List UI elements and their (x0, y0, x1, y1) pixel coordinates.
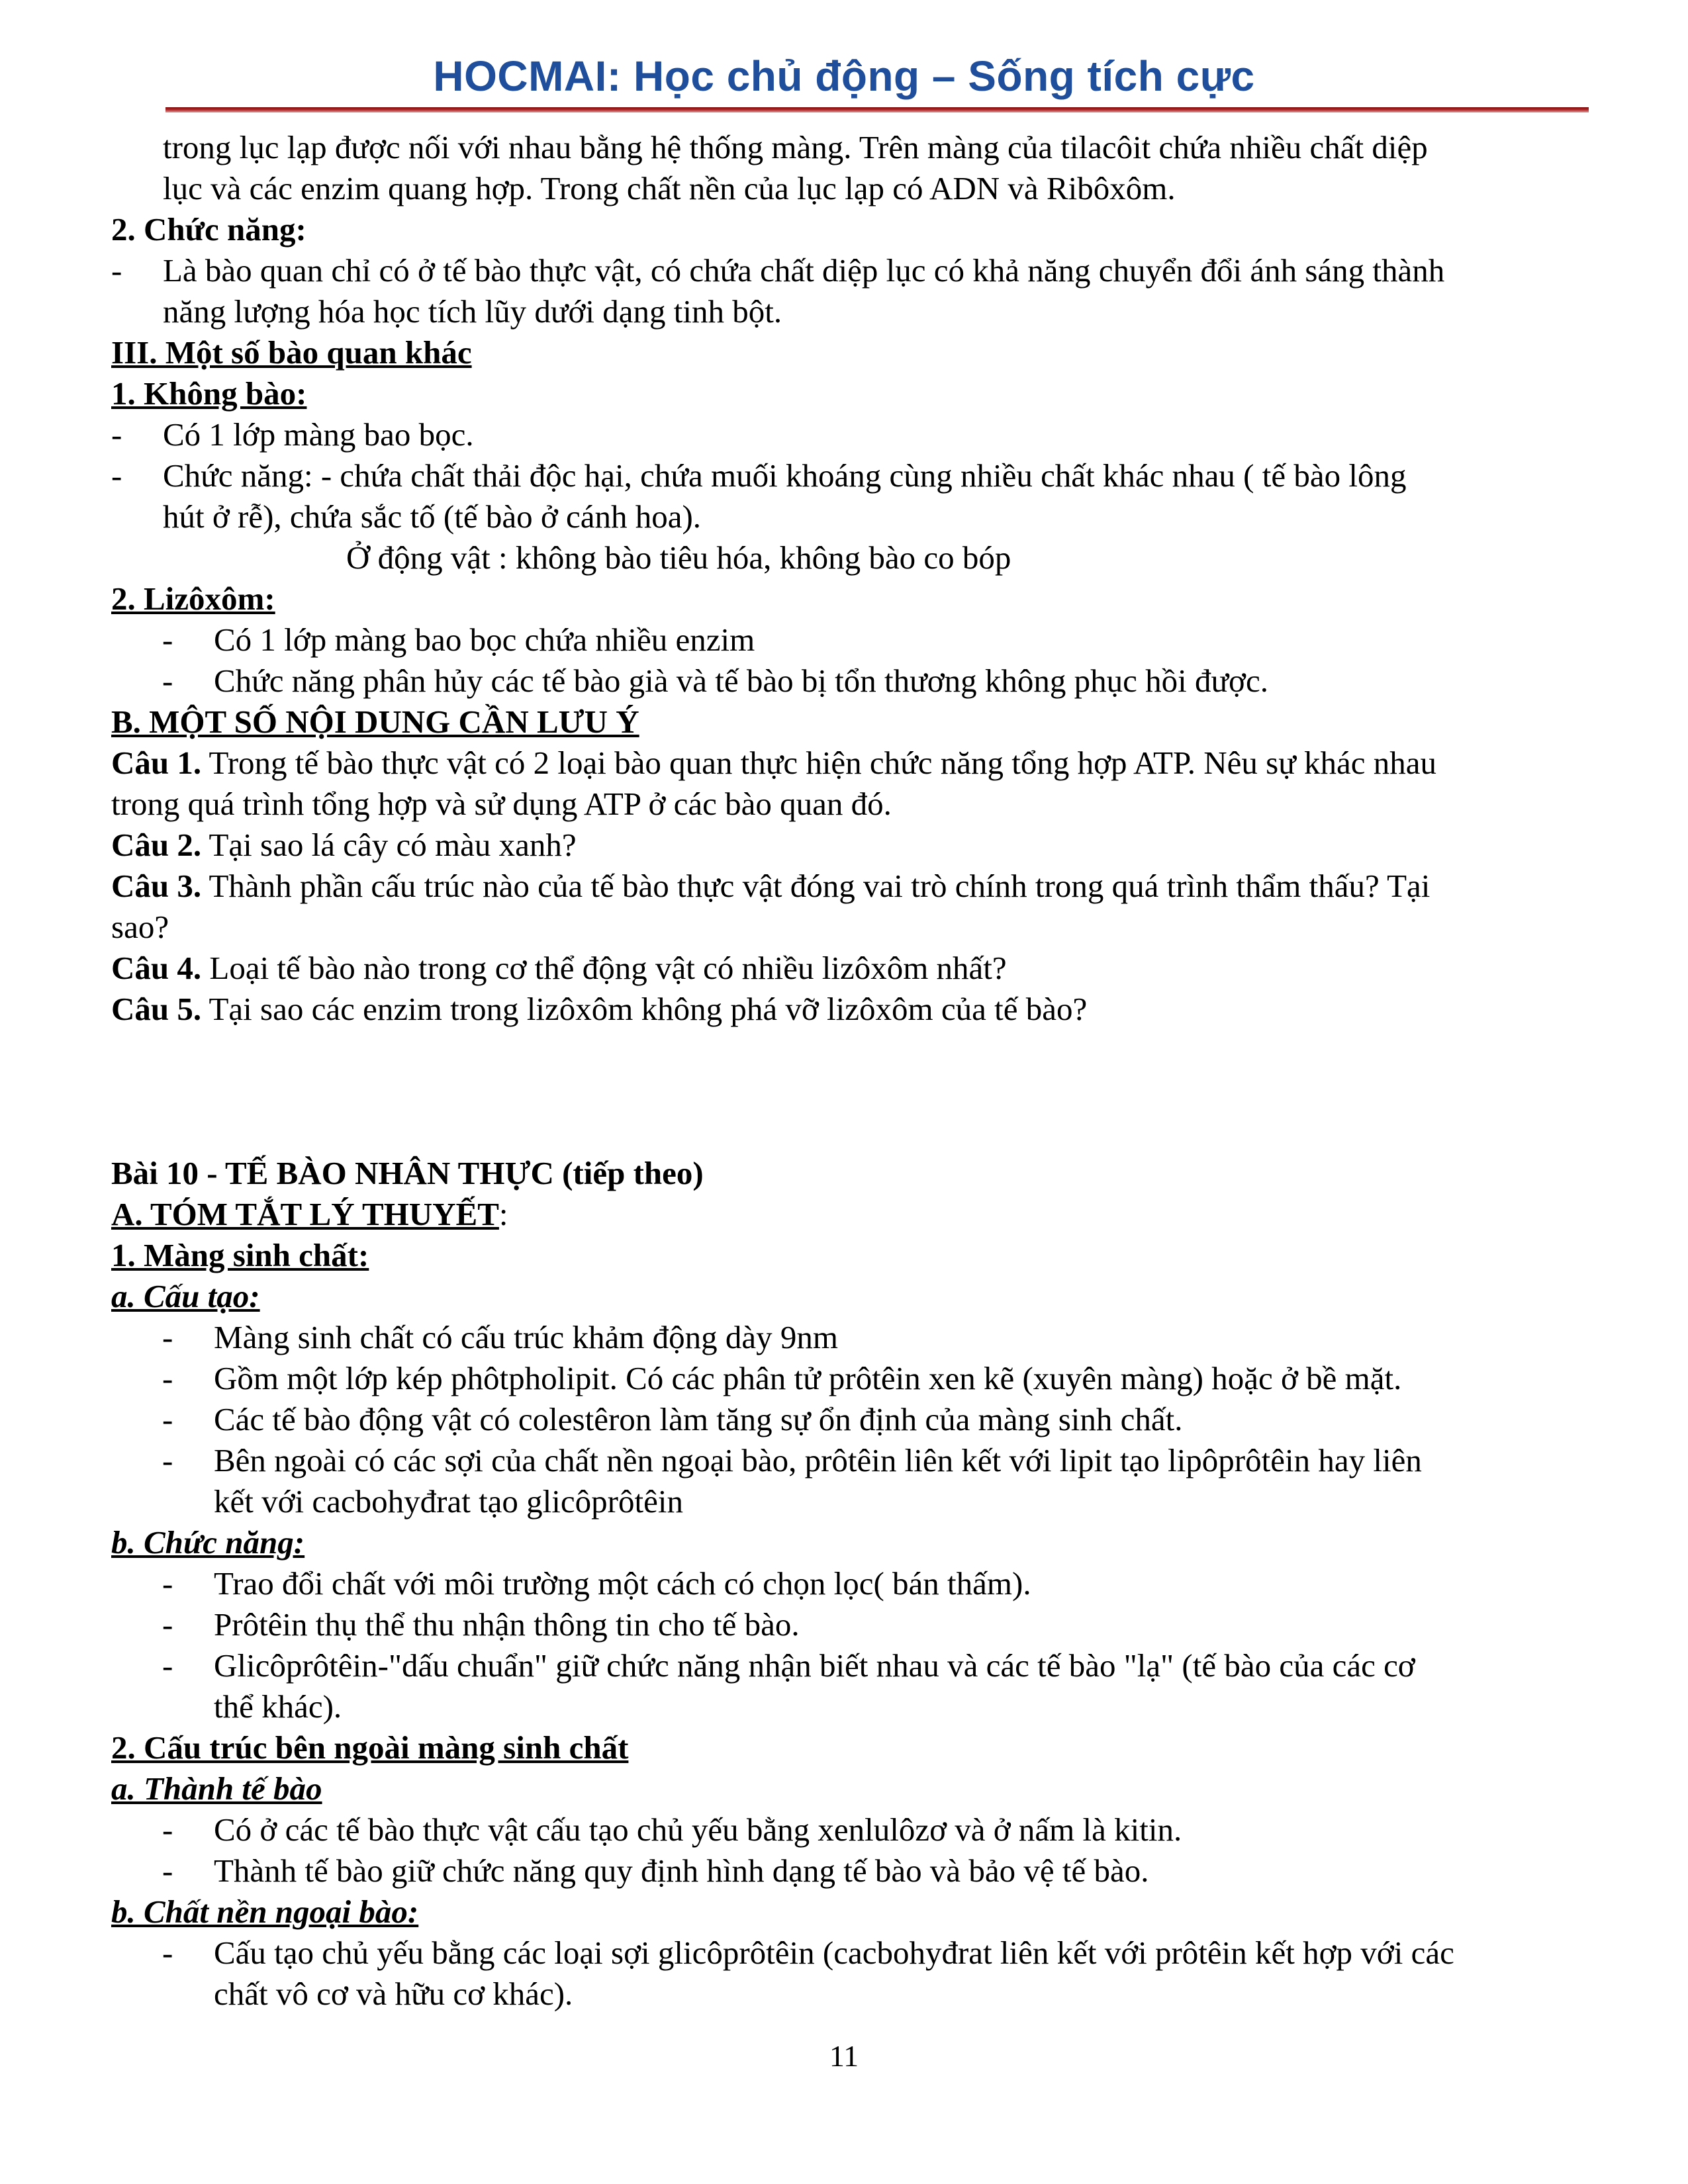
list-text: Gồm một lớp kép phôtpholipit. Có các phân tử prôtêin xen kẽ (xuyên màng) hoặc ở bề mặt. (214, 1360, 1402, 1396)
list-item (111, 1317, 1587, 1358)
list-text: Có 1 lớp màng bao bọc. (163, 416, 474, 453)
heading-khong-bao: 1. Không bào: (111, 375, 307, 412)
dash-marker: - (111, 252, 122, 289)
text-line: trong quá trình tổng hợp và sử dụng ATP ở các bào quan đó. (111, 786, 892, 822)
heading-thanh-te-bao: a. Thành tế bào (111, 1770, 322, 1807)
question-2 (111, 825, 1587, 866)
list-text: Thành tế bào giữ chức năng quy định hình dạng tế bào và bảo vệ tế bào. (214, 1852, 1149, 1889)
list-text: Các tế bào động vật có colestêron làm tăng sự ổn định của màng sinh chất. (214, 1401, 1183, 1437)
heading-chuc-nang: 2. Chức năng: (111, 211, 306, 248)
question-3 (111, 866, 1587, 907)
heading-cau-truc: 2. Cấu trúc bên ngoài màng sinh chất (111, 1729, 629, 1766)
question-4 (111, 948, 1587, 989)
question-text: Loại tế bào nào trong cơ thể động vật có nhiều lizôxôm nhất? (201, 950, 1007, 986)
heading-A-text: A. TÓM TẮT LÝ THUYẾT (111, 1196, 499, 1232)
list-text: Bên ngoài có các sợi của chất nền ngoại bào, prôtêin liên kết với lipit tạo lipôprôtêin hay liên (214, 1442, 1422, 1479)
text-line: trong lục lạp được nối với nhau bằng hệ thống màng. Trên màng của tilacôit chứa nhiều chất diệp (163, 129, 1428, 165)
question-text: Trong tế bào thực vật có 2 loại bào quan thực hiện chức năng tổng hợp ATP. Nêu sự khác nhau (201, 745, 1437, 781)
list-text: Chức năng phân hủy các tế bào già và tế bào bị tổn thương không phục hồi được. (214, 662, 1268, 699)
list-item (111, 1850, 1587, 1891)
dash-marker: - (162, 1565, 173, 1602)
dash-marker: - (162, 1852, 173, 1889)
dash-marker: - (162, 1442, 173, 1479)
dash-marker: - (162, 621, 173, 658)
list-item (111, 1358, 1587, 1399)
heading-chat-nen: b. Chất nền ngoại bào: (111, 1893, 419, 1930)
text-line: lục và các enzim quang hợp. Trong chất nền của lục lạp có ADN và Ribôxôm. (163, 170, 1176, 206)
question-text: Tại sao các enzim trong lizôxôm không phá vỡ lizôxôm của tế bào? (201, 991, 1088, 1027)
list-item (111, 1933, 1587, 1974)
heading-A-colon: : (498, 1196, 508, 1232)
dash-marker: - (162, 1647, 173, 1684)
list-text: Prôtêin thụ thể thu nhận thông tin cho tế bào. (214, 1606, 800, 1643)
page-number: 11 (829, 2039, 859, 2073)
header-divider (165, 107, 1589, 113)
text-line: chất vô cơ và hữu cơ khác). (214, 1976, 573, 2012)
heading-chuc-nang-b: b. Chức năng: (111, 1524, 305, 1561)
heading-III: III. Một số bào quan khác (111, 334, 472, 371)
dash-marker: - (111, 416, 122, 453)
dash-marker: - (111, 457, 122, 494)
dash-marker: - (162, 662, 173, 699)
list-text: Chức năng: - chứa chất thải độc hại, chứa muối khoáng cùng nhiều chất khác nhau ( tế bào lông (163, 457, 1407, 494)
list-text: Có ở các tế bào thực vật cấu tạo chủ yếu bằng xenlulôzơ và ở nấm là kitin. (214, 1811, 1182, 1848)
question-label: Câu 4. (111, 950, 202, 986)
question-label: Câu 2. (111, 827, 202, 863)
header-title: HOCMAI: Học chủ động – Sống tích cực (433, 52, 1255, 100)
dash-marker: - (162, 1606, 173, 1643)
document-body (111, 127, 1587, 2015)
list-text: Trao đổi chất với môi trường một cách có chọn lọc( bán thấm). (214, 1565, 1031, 1602)
text-line: sao? (111, 909, 169, 945)
list-item (111, 1604, 1587, 1645)
dash-marker: - (162, 1934, 173, 1971)
question-text: Tại sao lá cây có màu xanh? (201, 827, 577, 863)
text-line: hút ở rễ), chứa sắc tố (tế bào ở cánh hoa). (163, 498, 702, 535)
list-item (111, 414, 1587, 455)
heading-mang-sinh-chat: 1. Màng sinh chất: (111, 1237, 369, 1273)
question-label: Câu 3. (111, 868, 202, 904)
list-item (111, 455, 1587, 496)
list-text: Cấu tạo chủ yếu bằng các loại sợi glicôprôtêin (cacbohyđrat liên kết với prôtêin kết hợp với các (214, 1934, 1454, 1971)
dash-marker: - (162, 1360, 173, 1396)
section-spacer (111, 1030, 1587, 1153)
question-text: Thành phần cấu trúc nào của tế bào thực vật đóng vai trò chính trong quá trình thẩm thấu? Tại (201, 868, 1430, 904)
list-text: Là bào quan chỉ có ở tế bào thực vật, có chứa chất diệp lục có khả năng chuyển đổi ánh sáng thành (163, 252, 1445, 289)
list-item (111, 660, 1587, 702)
heading-B: B. MỘT SỐ NỘI DUNG CẦN LƯU Ý (111, 704, 639, 740)
list-item (111, 1399, 1587, 1440)
text-line: kết với cacbohyđrat tạo glicôprôtêin (214, 1483, 683, 1520)
heading-lizoxom: 2. Lizôxôm: (111, 580, 275, 617)
text-line: thể khác). (214, 1688, 342, 1725)
heading-cau-tao: a. Cấu tạo: (111, 1278, 260, 1314)
dash-marker: - (162, 1811, 173, 1848)
list-item (111, 250, 1587, 291)
dash-marker: - (162, 1319, 173, 1355)
list-item (111, 1645, 1587, 1686)
heading-A (111, 1194, 1587, 1235)
dash-marker: - (162, 1401, 173, 1437)
question-1 (111, 743, 1587, 784)
question-label: Câu 1. (111, 745, 202, 781)
list-text: Màng sinh chất có cấu trúc khảm động dày 9nm (214, 1319, 839, 1355)
list-item (111, 619, 1587, 660)
list-text: Có 1 lớp màng bao bọc chứa nhiều enzim (214, 621, 755, 658)
list-item (111, 1563, 1587, 1604)
list-item (111, 1809, 1587, 1850)
text-line: năng lượng hóa học tích lũy dưới dạng tinh bột. (163, 293, 782, 330)
question-label: Câu 5. (111, 991, 202, 1027)
question-5 (111, 989, 1587, 1030)
list-item (111, 1440, 1587, 1481)
lesson-title: Bài 10 - TẾ BÀO NHÂN THỰC (tiếp theo) (111, 1155, 704, 1191)
text-line: Ở động vật : không bào tiêu hóa, không bào co bóp (346, 539, 1011, 576)
list-text: Glicôprôtêin-"dấu chuẩn" giữ chức năng nhận biết nhau và các tế bào "lạ" (tế bào của các cơ (214, 1647, 1415, 1684)
